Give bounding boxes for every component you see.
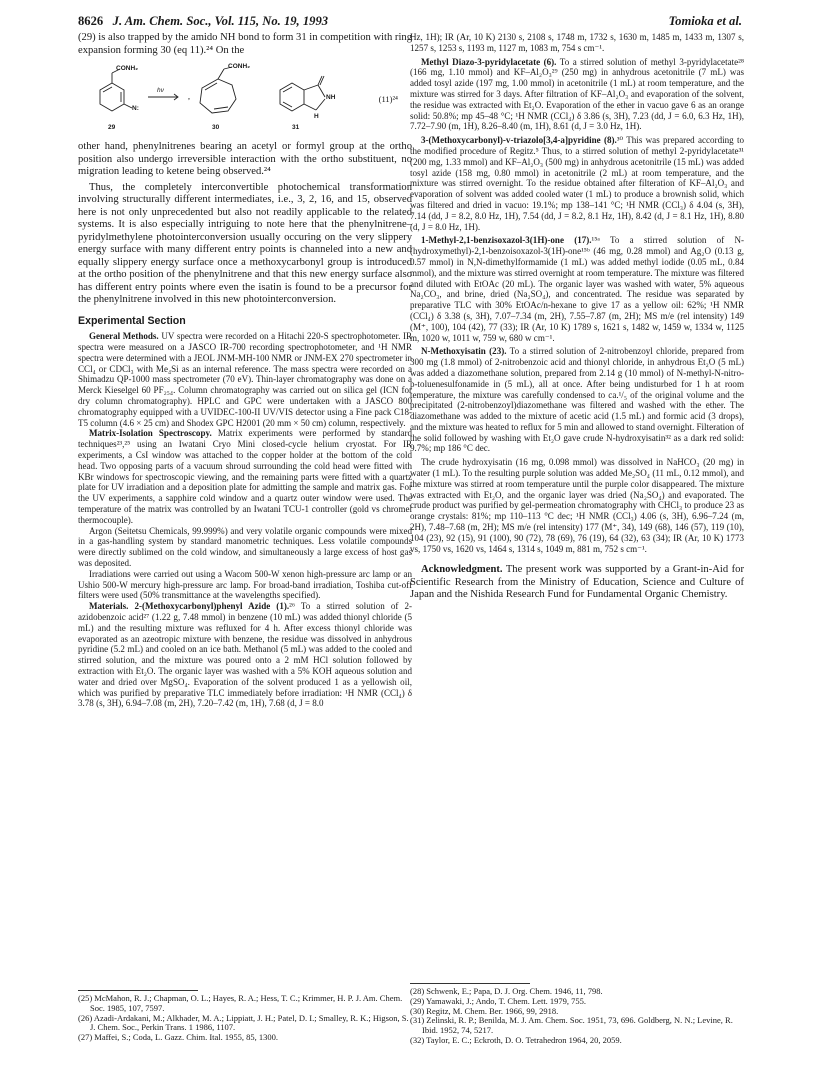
compound-17-paragraph	[410, 235, 744, 343]
general-methods-text: UV spectra were recorded on a Hitachi 220-S spectrophotometer. IR spectra were measured on a JASCO IR-700 recording spectrophotometer, and ¹H NMR spectra were determined with a JEOL JNM-MH-100 NMR or JNM-EX 270 spectrometer in CCl₄ or CDCl₃ with Me₄Si as an internal reference. The mass spectra were recorded on a Shimadzu QP-1000 mass spectrometer (70 eV). Thin-layer chromatography was done on a Merck Kieselgel 60 PF₂₅₄. Column chromatography was carried out on silica gel (ICN for dry column chromatography). HPLC and GPC were undertaken with a JASCO 800 chromatography equipped with a UVIDEC-100-II UV/VIS detector using a Fine pack C18-T5 column (4.6 × 25 cm) and Shodex GPC H2001 (20 mm × 50 cm) column, respectively.	[78, 331, 412, 428]
right-column	[410, 32, 744, 602]
general-methods-paragraph	[78, 331, 412, 428]
substituent-label-29: CONH₂	[116, 65, 139, 72]
footnote: (32) Taylor, E. C.; Eckroth, D. O. Tetrahedron 1964, 20, 2059.	[410, 1034, 622, 1045]
section-heading: Experimental Section	[78, 314, 186, 327]
compound-8-paragraph	[410, 135, 744, 232]
compound-8-text: ³⁰ This was prepared according to the modified procedure of Regitz.⁵ Thus, to a stirred solution of methyl 2-pyridylacetate³¹ (200 mg, 1.33 mmol) and KF–Al₂O₃ (500 mg) in anhydrous acetonitrile (15 mL) was added tosyl azide (158 mg, 0.80 mmol) in acetonitrile (2 mL) at room temperature, and the mixture was stirred overnight. To the residue obtained after filteration of KF–Al₂O₃ and evaporation of solvent was added cooled water (1 mL) to produce a brownish solid, which was filtered and dried in vacuo: 19.1%; mp 138–141 °C; ¹H NMR (CCl₃) δ 4.04 (s, 3H), 7.14 (dd, J = 8.2, 8.0 Hz, 1H), 7.54 (dd, J = 8.2, 8.1 Hz, 1H), 8.42 (d, J = 8.1 Hz, 1H), 8.80 (d, J = 8.0 Hz, 1H).	[410, 135, 744, 232]
footnotes-left	[78, 994, 412, 1043]
nh-label: NH	[326, 94, 336, 101]
footnote: (26) Azadi-Ardakani, M.; Alkhader, M. A.; Lippiatt, J. H.; Patel, D. I.; Smalley, R. K.; Higson, S. J. Chem. Soc., Perkin Trans. 1 1986, 1107.	[78, 1012, 409, 1033]
footnote: (30) Regitz, M. Chem. Ber. 1966, 99, 2918.	[410, 1005, 559, 1016]
reaction-scheme	[78, 61, 412, 135]
arrow-label: hν	[157, 87, 164, 94]
footnote: (31) Zelinski, R. P.; Benilda, M. J. Am. Chem. Soc. 1951, 73, 696. Goldberg, N. N.; Levine, R. Ibid. 1952, 74, 5217.	[410, 1015, 733, 1036]
irradiation-paragraph: Irradiations were carried out using a Wacom 500-W xenon high-pressure arc lamp or an Ushio 500-W mercury high-pressure arc lamp. For broad-band irradiation, Toshiba cut-off filters were used (50% transmittance at the wavelengths specified).	[78, 568, 412, 601]
h-label: H	[314, 113, 319, 120]
compound-6-paragraph	[410, 57, 744, 133]
materials-title: Materials. 2-(Methoxycarbonyl)phenyl Azide (1).	[89, 601, 290, 612]
compound-number-30: 30	[212, 124, 220, 131]
footnote: (25) McMahon, R. J.; Chapman, O. L.; Hayes, R. A.; Hess, T. C.; Krimmer, H. P. J. Am. Chem. Soc. 1985, 107, 7597.	[78, 993, 403, 1013]
matrix-isolation-text: Matrix experiments were performed by standard techniques²³,²⁵ using an Iwatani Cryo Mini closed-cycle helium cryostat. For IR experiments, a CsI window was attached to the copper holder at the bottom of the cold head. Two opposing parts of a vacuum shroud surrounding the cold head were fitted with KBr windows for spectroscopic viewing, and the remaining parts were fitted with a quartz plate for UV irradiation and a deposition plate for admitting the sample and matrix gas. For the UV experiments, a sapphire cold window and a quartz outer window were used. The temperature of the matrix was controlled by an Iwatani TCU-1 controller (gold vs chromel thermocouple).	[78, 428, 412, 525]
substituent-label-30: CONH₂	[228, 63, 251, 70]
compound-23-title: N-Methoxyisatin (23).	[421, 346, 507, 357]
acknowledgment-paragraph	[410, 564, 744, 602]
compound-23-text: To a stirred solution of 2-nitrobenzoyl chloride, prepared from 300 mg (1.8 mmol) of 2-nitrobenzoic acid and thionyl chloride, in anhydrous Et₂O (5 mL) was added a diazomethane solution, prepared from 2.14 g (10 mmol) of N-methyl-N-nitro-p-toluenesulfonamide in (5 mL), all at once. After being undisturbed for 1 h at room temperature, the mixture was carefully condensed to ca.¹/₅ of the original volume and the precipitated (2-nitrobenzoyl)diazomethane was filtered and washed with the ether. The diazomethane was added to the mixture of acetic acid (1.5 mL) and formic acid (3 drops), and the mixture was heated to reflux for 5 min and allowed to stand overnight. Filteration of the solid followed by washing with Et₂O gave crude N-hydroxyisatin³² as a dark red solid: 9.7%; mp 186 °C dec.	[410, 346, 744, 454]
footnote-divider-right	[410, 983, 530, 984]
general-methods-title: General Methods.	[89, 331, 159, 342]
equation-number: (11)²⁴	[378, 94, 398, 104]
intro-paragraph: (29) is also trapped by the amido NH bond to form 31 in competition with ring expansion forming 30 (eq 11).²⁴ On the	[78, 32, 412, 56]
matrix-isolation-title: Matrix-Isolation Spectroscopy.	[89, 428, 212, 439]
compound-number-29: 29	[108, 124, 116, 131]
svg-text:,: ,	[188, 92, 190, 101]
argon-paragraph: Argon (Seitetsu Chemicals, 99.999%) and very volatile organic compounds were mixed in a gas-handling system by standard manometric techniques. Less volatile compounds were directly sublimed on the cold window, and simultaneously a large excess of host gas was deposited.	[78, 525, 412, 569]
page-number: 8626	[78, 14, 104, 28]
running-author: Tomioka et al.	[668, 14, 742, 28]
azepine-ring-30	[200, 79, 236, 113]
continued-paragraph: Hz, 1H); IR (Ar, 10 K) 2130 s, 2108 s, 1748 m, 1732 s, 1630 m, 1485 m, 1433 m, 1307 s, 1257 s, 1253 s, 1193 m, 1127 m, 1083 m, 754 s cm⁻¹.	[410, 32, 744, 53]
crude-hydroxyisatin-paragraph: The crude hydroxyisatin (16 mg, 0.098 mmol) was dissolved in NaHCO₃ (20 mg) in water (1 mL). To the resulting purple solution was added Me₂SO₄ (11 mL, 0.12 mmol), and the mixture was stirred at room temperature until the purple color disappeared. The mixture was extracted with Et₂O, and the organic layer was dried (Na₂SO₄) and evaporated. The crude product was purified by gel-permeation chromatography with CHCl₃ to produce 23 as orange crystals: 81%; mp 110–113 °C dec; ¹H NMR (CCl₃) 4.06 (s, 3H), 6.96–7.24 (m, 2H), 7.48–7.68 (m, 2H); MS m/e (rel intensity) 177 (M⁺, 34), 149 (68), 146 (57), 119 (10), 104 (23), 92 (15), 91 (100), 90 (72), 78 (69), 76 (19), 64 (32), 63 (34); IR (Ar, 10 K) 1773 vs, 1750 vs, 1620 vs, 1464 s, 1314 s, 1049 m, 881 m, 752 s cm⁻¹.	[410, 457, 744, 554]
matrix-isolation-paragraph	[78, 428, 412, 525]
footnotes-right	[410, 987, 744, 1046]
compound-8-title: 3-(Methoxycarbonyl)-v-triazolo[3,4-a]pyridine (8).	[421, 135, 617, 146]
compound-23-paragraph	[410, 346, 744, 454]
nitrene-label: N:	[132, 105, 139, 112]
left-column	[78, 32, 412, 709]
footnote: (29) Yamawaki, J.; Ando, T. Chem. Lett. 1979, 755.	[410, 995, 587, 1006]
footnote: (27) Maffei, S.; Coda, L. Gazz. Chim. Ital. 1955, 85, 1300.	[78, 1032, 279, 1043]
compound-6-text: To a stirred solution of methyl 3-pyridylacetate²⁸ (166 mg, 1.10 mmol) and KF–Al₂O₃²⁹ (250 mg) in anhydrous acetonitrile (7 mL) was added tosyl azide (197 mg, 1.00 mmol) in acetonitrile (1 mL) at room temperature, and the mixture was stirred for 3 days. After filtration of KF–Al₂O₃ and evaporation of the solvent, the residue was extracted with Et₂O. Evaporation of the ether in vacuo gave 6 as an orange solid: 50.8%; mp 45–48 °C; ¹H NMR (CCl₄) δ 3.86 (s, 3H), 7.23 (dd, J = 6.0, 6.3 Hz, 1H), 7.72–7.90 (m, 1H), 8.26–8.40 (m, 1H), 8.61 (d, J = 3.0 Hz, 1H).	[410, 56, 744, 132]
footnote-divider-left	[78, 990, 198, 991]
paragraph-ortho: other hand, phenylnitrenes bearing an acetyl or formyl group at the ortho position also undergo irreversible interaction with the ortho substituent, no migration leading to ketene being observed.²⁴	[78, 141, 412, 177]
paragraph-thus: Thus, the completely interconvertible photochemical transformation involving structurally different intermediates, i.e., 3, 2, 16, and 15, observed here is not only unprecedented but also not readily applicable to the related systems. It is also especially intriguing to note here that the phenylnitrene–pyridylmethylene photointerconversion usually occuring on the very slippery energy surface with many different entry points is channeled into a new and equally slippery energy surface once a methoxycarbonyl group is introduced at the ortho position of the phenylnitrene and that this new energy surface also has different entry points where even the isatin is found to be a precursor for the phenylnitrene involved in this new photointerconversion.	[78, 181, 412, 305]
compound-number-31: 31	[292, 124, 300, 131]
materials-paragraph	[78, 601, 412, 709]
footnote: (28) Schwenk, E.; Papa, D. J. Org. Chem. 1946, 11, 798.	[410, 986, 603, 996]
acknowledgment-title: Acknowledgment.	[421, 564, 503, 576]
compound-6-title: Methyl Diazo-3-pyridylacetate (6).	[421, 56, 557, 67]
compound-17-title: 1-Methyl-2,1-benzisoxazol-3(1H)-one (17).	[421, 235, 592, 246]
header-left	[78, 14, 328, 29]
journal-citation: J. Am. Chem. Soc., Vol. 115, No. 19, 1993	[112, 14, 329, 28]
compound-17-text: ¹⁵ᵃ To a stirred solution of N-(hydroxymethyl)-2,1-benzoisoxazol-3(1H)-one¹⁵ᵇ (46 mg, 0.28 mmol) and Ag₂O (0.13 g, 0.57 mmol) in N,N-dimethylformamide (1 mL) was added methyl iodide (0.05 mL, 0.84 mmol), and the mixture was stirred overnight at room temperature. The mixture was filtered and diluted with EtOAc (20 mL). The organic layer was washed with water, 5% aqueous Na₂CO₃, and brine, dried (Na₂SO₄), and concentrated. The residue was separated by preparative TLC with 30% EtOAc/n-hexane to give 17 as a yellow oil: 62%; ¹H NMR (CCl₄) δ 3.38 (s, 3H), 7.07–7.34 (m, 2H), 7.55–7.87 (m, 2H); MS m/e (rel intensity) 149 (M⁺, 100), 104 (42), 77 (33); IR (Ar, 10 K) 1789 s, 1621 s, 1482 w, 1459 w, 1334 w, 1125 m, 1020 w, 1011 w, 759 w, 680 w cm⁻¹.	[410, 235, 744, 343]
acknowledgment-text: The present work was supported by a Grant-in-Aid for Scientific Research from the Ministry of Education, Science and Culture of Japan and the Nishida Research Fund for Fundamental Organic Chemistry.	[410, 564, 744, 601]
materials-text: ²⁶ To a stirred solution of 2-azidobenzoic acid²⁷ (1.22 g, 7.48 mmol) in benzene (10 mL) was added thionyl chloride (5 mL) and the resulting mixture was refluxed for 4 h. After excess thionyl chloride was evaporated as an azeotropic mixture with benzene, the residue was dissolved in anhydrous pyridine (5.2 mL) and cooled on an ice bath. Methanol (5 mL) was added to the cooled and stirred solution, and the mixture was poured onto a 2 mM HCl solution followed by extraction with Et₂O. The organic layer was washed with a 5% KOH aqueous solution and water and dried over MgSO₄. Evaporation of the solvent produced 1 as a yellowish oil, which was purified by preparative TLC immediately before irradiation: ¹H NMR (CCl₄) δ 3.78 (s, 3H), 6.94–7.08 (m, 2H), 7.20–7.42 (m, 1H), 7.68 (d, J = 8.0	[78, 601, 413, 709]
